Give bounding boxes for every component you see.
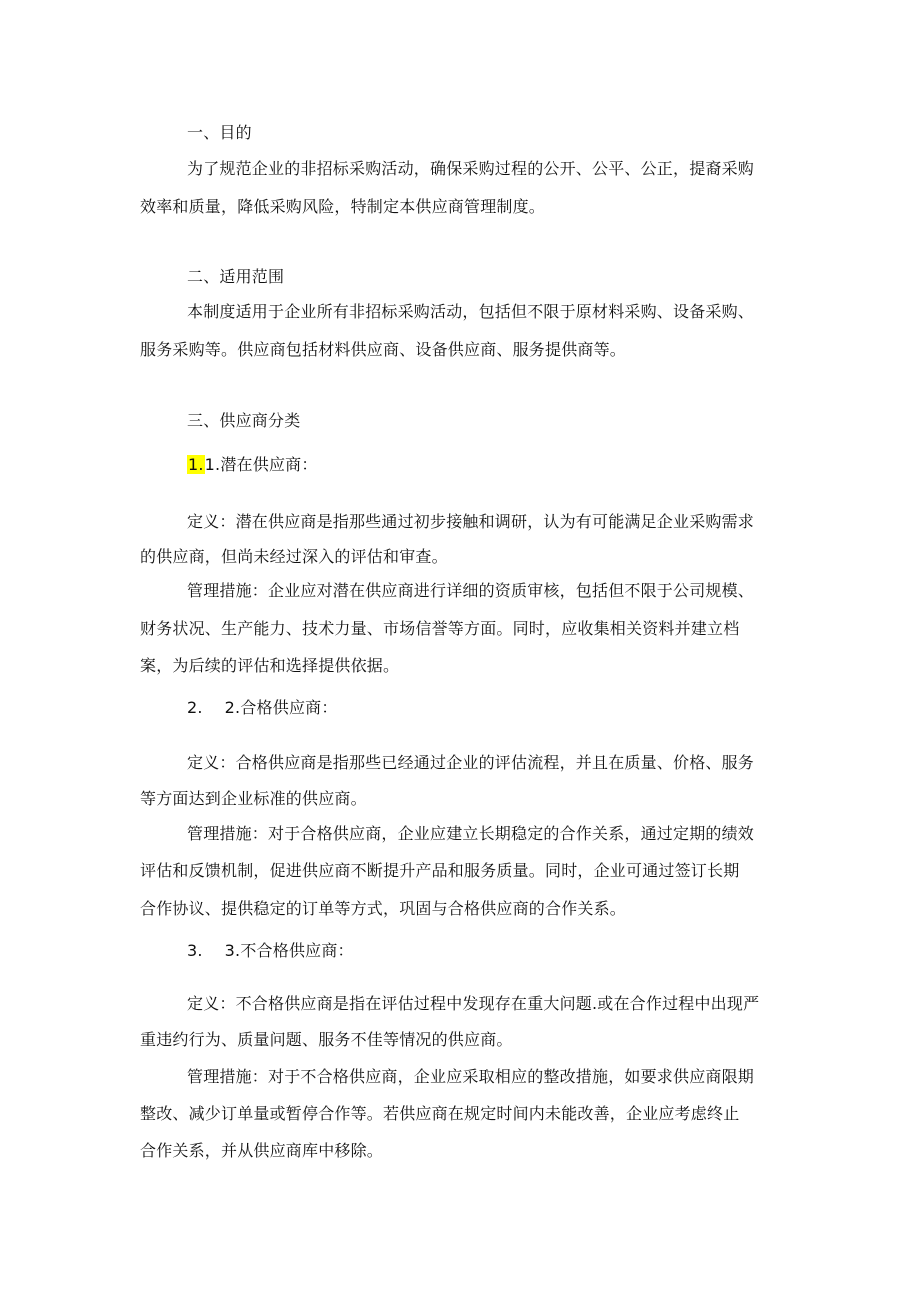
paragraph-line: 本制度适用于企业所有非招标采购活动，包括但不限于原材料采购、设备采购、: [187, 302, 755, 321]
definition-line: 重违约行为、质量问题、服务不佳等情况的供应商。: [140, 1030, 513, 1049]
definition-line: 定义：合格供应商是指那些已经通过企业的评估流程，并且在质量、价格、服务: [187, 753, 755, 772]
paragraph-line: 服务采购等。供应商包括材料供应商、设备供应商、服务提供商等。: [140, 340, 627, 359]
measures-line: 整改、减少订单量或暂停合作等。若供应商在规定时间内未能改善，企业应考虑终止: [140, 1104, 740, 1123]
item-title-text: 1.潜在供应商：: [204, 455, 318, 474]
highlighted-marker: 1.: [188, 455, 204, 474]
measures-line: 财务状况、生产能力、技术力量、市场信誉等方面。同时，应收集相关资料并建立档: [140, 619, 740, 638]
item-title-text: 2.合格供应商：: [224, 698, 338, 717]
measures-line: 合作协议、提供稳定的订单等方式，巩固与合格供应商的合作关系。: [140, 899, 627, 918]
section-heading-purpose: 一、目的: [187, 123, 252, 142]
measures-line: 合作关系，并从供应商库中移除。: [140, 1141, 384, 1160]
measures-line: 管理措施：对于不合格供应商，企业应采取相应的整改措施，如要求供应商限期: [187, 1067, 755, 1086]
section-heading-classification: 三、供应商分类: [187, 411, 301, 430]
measures-line: 管理措施：对于合格供应商，企业应建立长期稳定的合作关系，通过定期的绩效: [187, 824, 755, 843]
definition-line: 的供应商，但尚未经过深入的评估和审查。: [140, 547, 448, 566]
item-title-text: 3.不合格供应商：: [224, 941, 354, 960]
paragraph-line: 效率和质量，降低采购风险，特制定本供应商管理制度。: [140, 197, 546, 216]
list-marker: 3.: [187, 941, 203, 960]
list-marker: 2.: [187, 698, 203, 717]
measures-line: 管理措施：企业应对潜在供应商进行详细的资质审核，包括但不限于公司规模、: [187, 581, 755, 600]
definition-line: 定义：不合格供应商是指在评估过程中发现存在重大问题.或在合作过程中出现严: [187, 994, 760, 1013]
measures-line: 案，为后续的评估和选择提供依据。: [140, 656, 400, 675]
list-item-title: [187, 697, 837, 719]
measures-line: 评估和反馈机制，促进供应商不断提升产品和服务质量。同时，企业可通过签订长期: [140, 861, 740, 880]
list-item-title: [187, 454, 837, 476]
definition-line: 等方面达到企业标准的供应商。: [140, 789, 367, 808]
paragraph-line: 为了规范企业的非招标采购活动，确保采购过程的公开、公平、公正，提裔采购: [187, 159, 755, 178]
list-item-title: [187, 940, 837, 962]
definition-line: 定义：潜在供应商是指那些通过初步接触和调研，认为有可能满足企业采购需求: [187, 512, 755, 531]
section-heading-scope: 二、适用范围: [187, 267, 285, 286]
